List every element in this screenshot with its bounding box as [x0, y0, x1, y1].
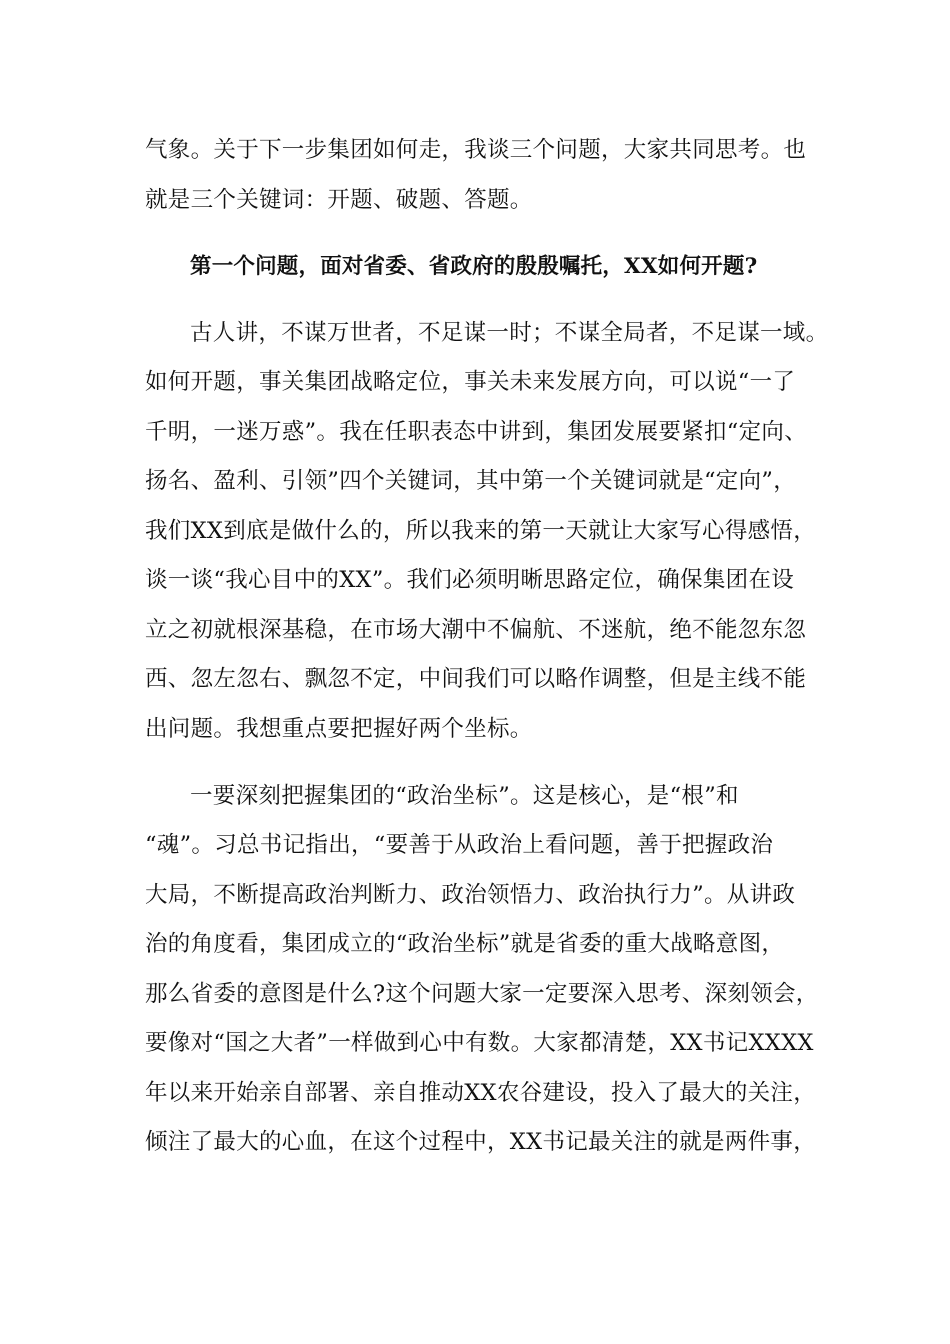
paragraph2-line-7: 年以来开始亲自部署、亲自推动XX农谷建设，投入了最大的关注， — [145, 1080, 817, 1106]
paragraph2-line-6: 要像对“国之大者”一样做到心中有数。大家都清楚，XX书记XXXX — [145, 1030, 814, 1056]
paragraph2-line-8: 倾注了最大的心血，在这个过程中，XX书记最关注的就是两件事， — [145, 1129, 817, 1155]
paragraph1-line-8: 西、忽左忽右、飘忽不定，中间我们可以略作调整，但是主线不能 — [145, 666, 807, 692]
paragraph2-line-5: 那么省委的意图是什么?这个问题大家一定要深入思考、深刻领会， — [145, 981, 819, 1007]
paragraph2-line-2: “魂”。习总书记指出，“要善于从政治上看问题，善于把握政治 — [145, 832, 774, 858]
paragraph1-line-5: 我们XX到底是做什么的，所以我来的第一天就让大家写心得感悟， — [145, 518, 817, 544]
paragraph1-line-2: 如何开题，事关集团战略定位，事关未来发展方向，可以说“一了 — [145, 369, 796, 395]
paragraph2-line-3: 大局，不断提高政治判断力、政治领悟力、政治执行力”。从讲政 — [145, 882, 796, 908]
paragraph2-line-1: 一要深刻把握集团的“政治坐标”。这是核心，是“根”和 — [190, 783, 739, 809]
paragraph1-line-3: 千明，一迷万惑”。我在任职表态中讲到，集团发展要紧扣“定向、 — [145, 419, 808, 445]
section-heading-1: 第一个问题，面对省委、省政府的殷殷嘱托，XX如何开题? — [190, 254, 758, 279]
intro-line-1: 气象。关于下一步集团如何走，我谈三个问题，大家共同思考。也 — [145, 137, 807, 163]
paragraph1-line-7: 立之初就根深基稳，在市场大潮中不偏航、不迷航，绝不能忽东忽 — [145, 617, 807, 643]
paragraph1-line-9: 出问题。我想重点要把握好两个坐标。 — [145, 716, 533, 742]
intro-line-2: 就是三个关键词：开题、破题、答题。 — [145, 187, 533, 213]
paragraph2-line-4: 治的角度看，集团成立的“政治坐标”就是省委的重大战略意图， — [145, 931, 785, 957]
paragraph1-line-6: 谈一谈“我心目中的XX”。我们必须明晰思路定位，确保集团在设 — [145, 567, 795, 593]
paragraph1-line-4: 扬名、盈利、引领”四个关键词，其中第一个关键词就是“定向”， — [145, 468, 797, 494]
paragraph1-line-1: 古人讲，不谋万世者，不足谋一时；不谋全局者，不足谋一域。 — [190, 320, 829, 346]
